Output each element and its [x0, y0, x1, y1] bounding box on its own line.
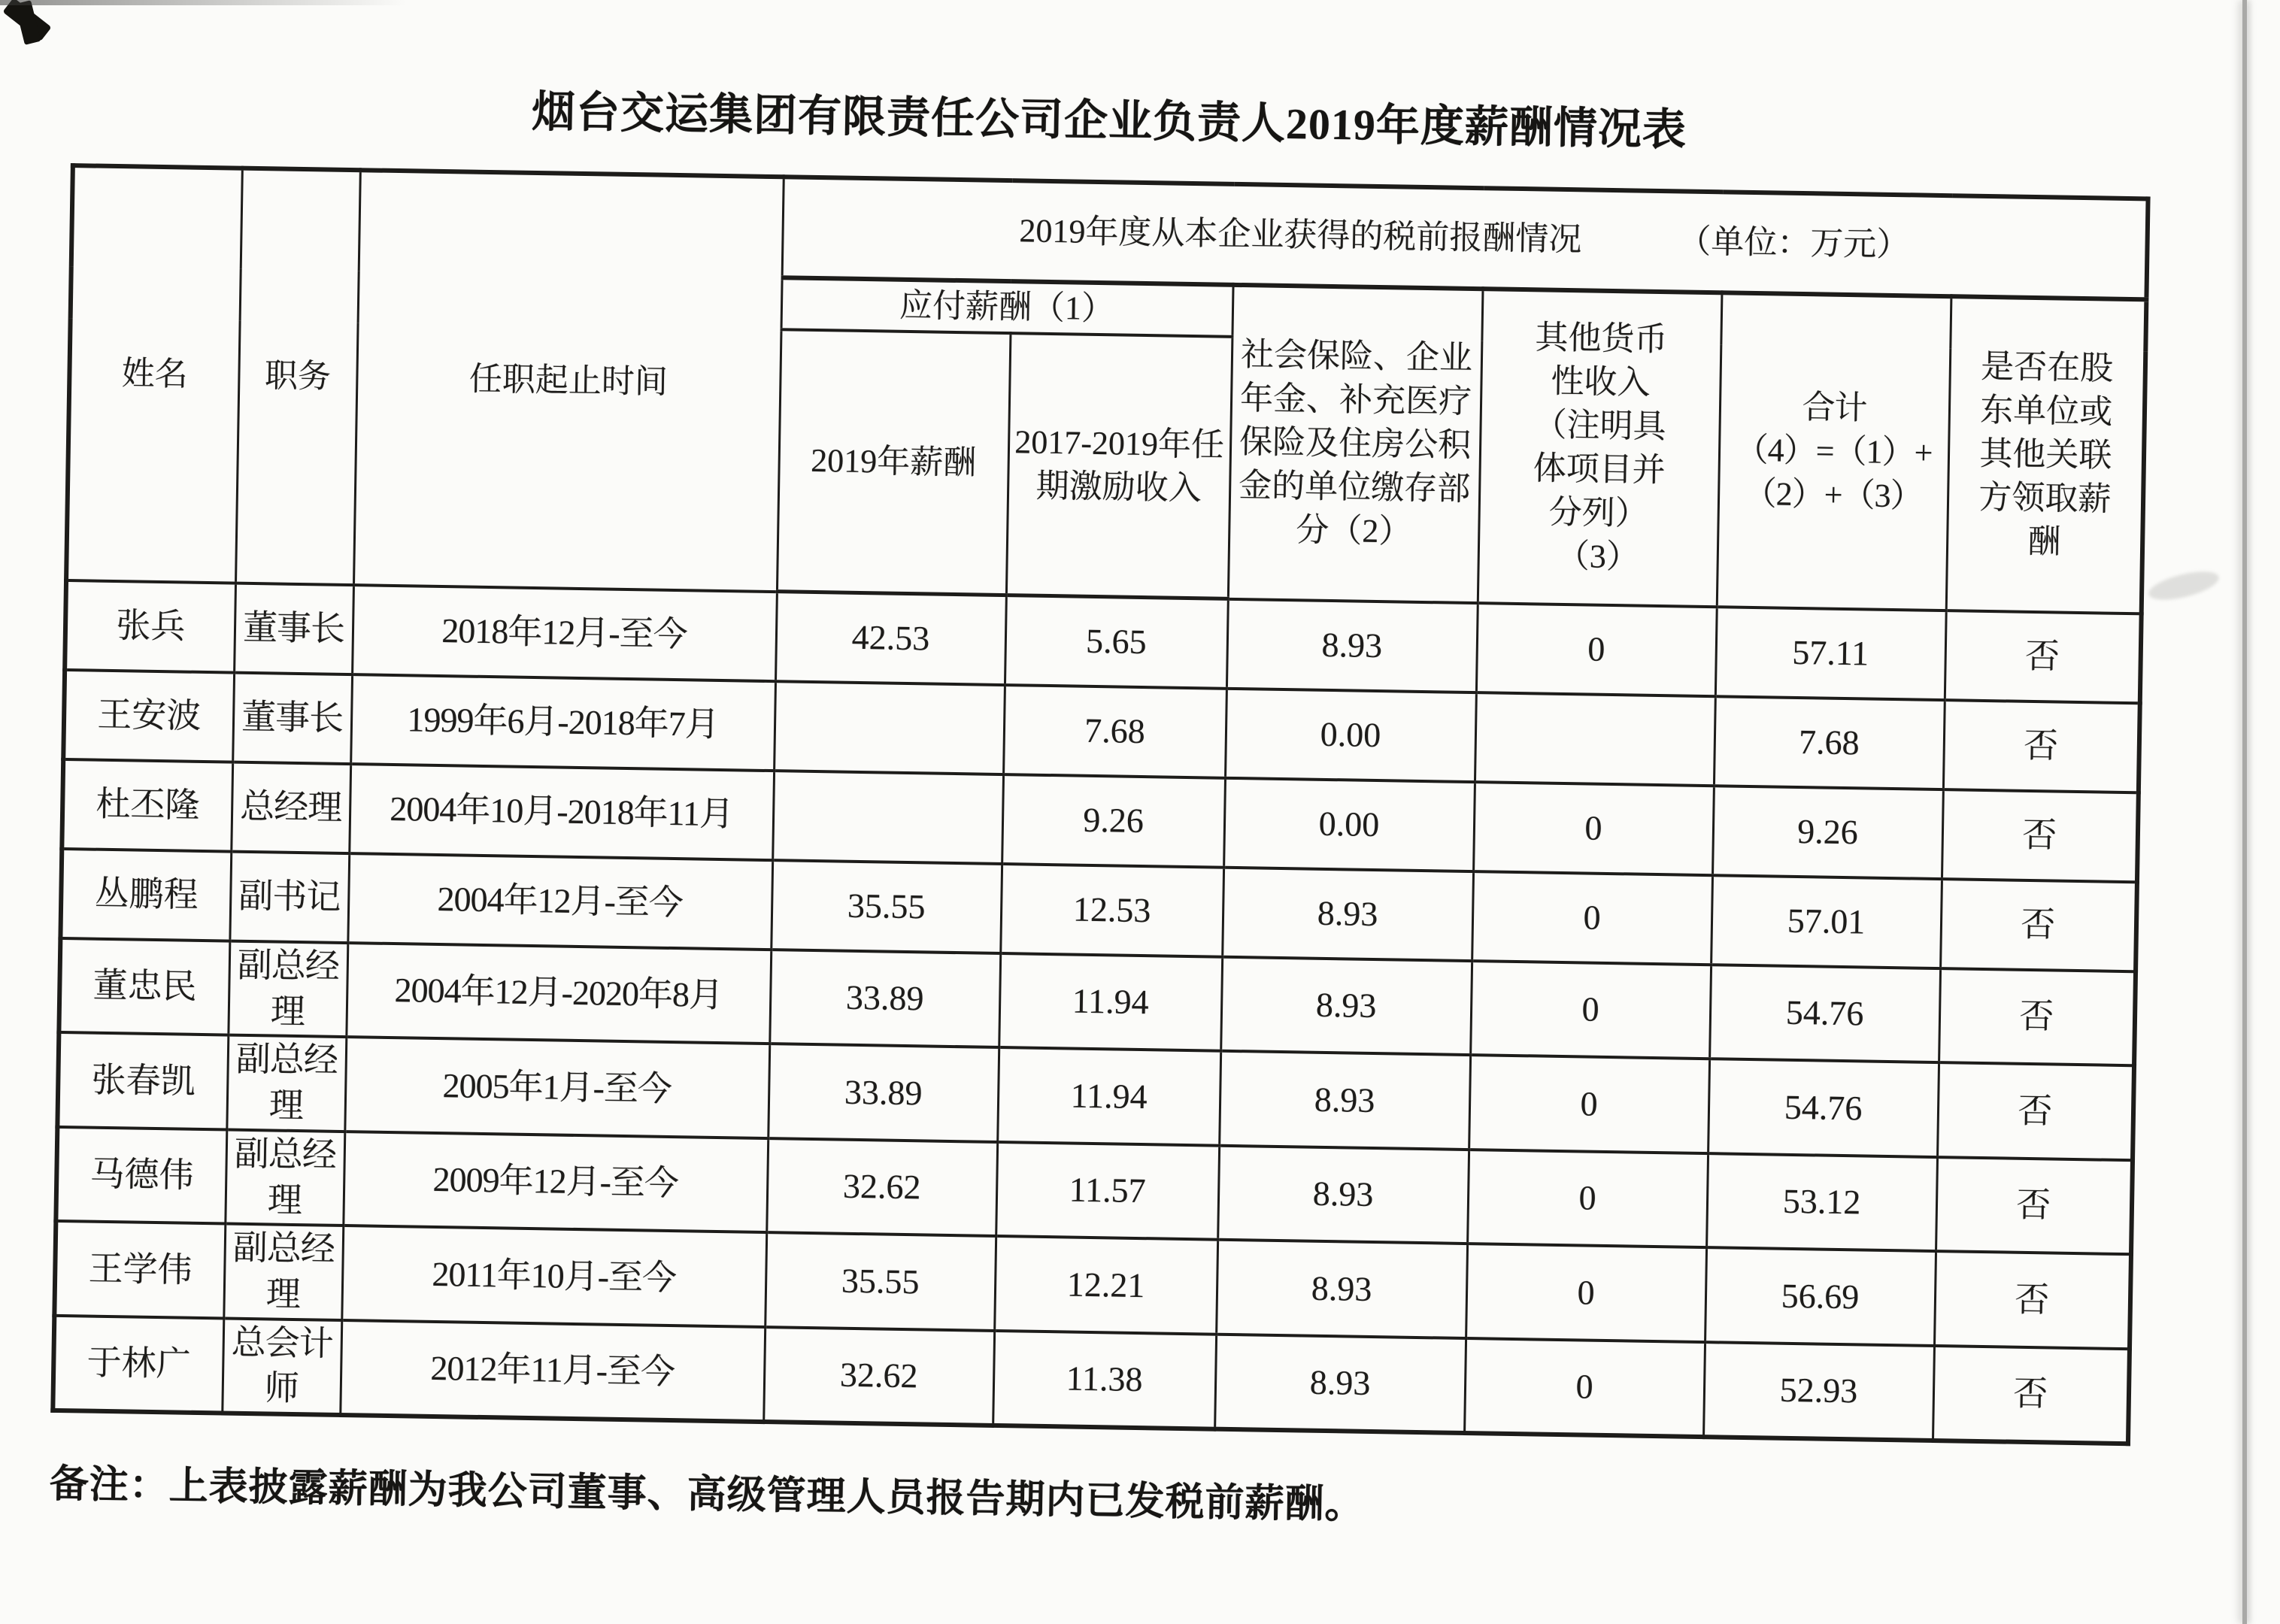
- cell-incentive: 5.65: [1005, 595, 1228, 689]
- cell-related-party: 否: [1933, 1346, 2130, 1444]
- cell-term: 2004年12月-至今: [347, 853, 772, 950]
- header-pretax-label: 2019年度从本企业获得的税前报酬情况: [1019, 212, 1582, 259]
- header-term: 任职起止时间: [353, 170, 784, 591]
- cell-social-insurance: 0.00: [1223, 778, 1475, 871]
- cell-salary-2019: 35.55: [771, 860, 1002, 953]
- cell-term: 2011年10月-至今: [341, 1226, 766, 1326]
- header-other-income: 其他货币 性收入 （注明具 体项目并 分列） （3）: [1478, 289, 1722, 607]
- cell-term: 2012年11月-至今: [340, 1320, 765, 1422]
- cell-name: 于林广: [53, 1316, 223, 1413]
- cell-name: 马德伟: [56, 1127, 226, 1224]
- scan-right-shadow: [2242, 0, 2247, 1624]
- scan-edge-shadow: [0, 0, 406, 5]
- cell-position: 总会计师: [222, 1318, 341, 1415]
- cell-social-insurance: 8.93: [1222, 868, 1473, 961]
- cell-salary-2019: 32.62: [763, 1327, 994, 1426]
- salary-table: [50, 163, 2150, 1446]
- header-incentive: 2017-2019年任 期激励收入: [1006, 333, 1232, 598]
- cell-position: 副书记: [229, 852, 349, 944]
- cell-salary-2019: [774, 681, 1005, 774]
- cell-name: 丛鹏程: [60, 849, 231, 941]
- cell-total: 9.26: [1712, 786, 1943, 879]
- document-page: [49, 68, 2147, 1541]
- cell-total: 52.93: [1703, 1342, 1934, 1441]
- header-salary-2019: 2019年薪酬: [777, 329, 1011, 595]
- cell-other-income: 0: [1469, 1056, 1709, 1154]
- cell-name: 张兵: [65, 580, 235, 673]
- cell-incentive: 11.94: [997, 1047, 1220, 1145]
- cell-other-income: 0: [1466, 1244, 1706, 1342]
- header-total: 合计 （4）=（1）+ （2）+（3）: [1717, 292, 1951, 610]
- cell-salary-2019: 42.53: [775, 592, 1006, 685]
- cell-name: 董忠民: [59, 938, 229, 1035]
- cell-term: 2018年12月-至今: [352, 585, 777, 682]
- cell-name: 王安波: [63, 670, 234, 762]
- cell-other-income: 0: [1472, 871, 1712, 965]
- cell-other-income: 0: [1473, 782, 1714, 875]
- cell-name: 王学伟: [54, 1221, 225, 1318]
- cell-social-insurance: 8.93: [1217, 1146, 1469, 1244]
- cell-social-insurance: 8.93: [1226, 598, 1478, 692]
- cell-position: 副总经理: [225, 1129, 344, 1226]
- cell-related-party: 否: [1934, 1251, 2131, 1349]
- cell-related-party: 否: [1945, 611, 2142, 704]
- cell-other-income: 0: [1476, 603, 1717, 697]
- cell-social-insurance: 8.93: [1219, 1051, 1470, 1150]
- cell-total: 53.12: [1706, 1153, 1937, 1251]
- cell-name: 杜丕隆: [62, 759, 232, 852]
- cell-incentive: 7.68: [1003, 685, 1226, 778]
- cell-salary-2019: 33.89: [769, 950, 1000, 1047]
- cell-incentive: 11.38: [993, 1331, 1216, 1429]
- cell-related-party: 否: [1940, 879, 2137, 971]
- cell-total: 54.76: [1708, 1059, 1939, 1157]
- header-name: 姓名: [66, 165, 242, 583]
- salary-table-body: [53, 165, 2148, 1444]
- header-position: 职务: [235, 168, 360, 585]
- cell-incentive: 12.21: [994, 1236, 1217, 1334]
- cell-related-party: 否: [1943, 700, 2140, 792]
- cell-term: 1999年6月-2018年7月: [350, 674, 775, 771]
- cell-related-party: 否: [1936, 1157, 2133, 1255]
- cell-total: 56.69: [1705, 1247, 1936, 1345]
- header-unit-label: （单位：万元）: [1677, 223, 1910, 264]
- cell-term: 2005年1月-至今: [344, 1037, 769, 1138]
- cell-term: 2004年10月-2018年11月: [349, 764, 774, 860]
- cell-other-income: 0: [1470, 961, 1711, 1059]
- cell-salary-2019: 35.55: [765, 1232, 996, 1330]
- cell-related-party: 否: [1942, 789, 2139, 882]
- header-related-party: 是否在股 东单位或 其他关联 方领取薪 酬: [1946, 296, 2147, 614]
- cell-total: 7.68: [1714, 696, 1945, 789]
- cell-salary-2019: 33.89: [768, 1044, 999, 1142]
- page-title: 烟台交运集团有限责任公司企业负责人2019年度薪酬情况表: [531, 86, 1687, 155]
- cell-incentive: 11.57: [996, 1142, 1219, 1240]
- cell-total: 57.01: [1711, 875, 1942, 968]
- header-payable-group: 应付薪酬（1）: [781, 277, 1233, 337]
- cell-position: 副总经理: [226, 1035, 346, 1132]
- cell-incentive: 12.53: [1000, 864, 1223, 957]
- cell-social-insurance: 8.93: [1216, 1240, 1467, 1338]
- cell-term: 2004年12月-2020年8月: [346, 943, 771, 1044]
- cell-incentive: 11.94: [999, 953, 1222, 1051]
- cell-term: 2009年12月-至今: [343, 1132, 768, 1232]
- cell-position: 董事长: [232, 673, 352, 765]
- cell-total: 57.11: [1715, 607, 1946, 700]
- cell-position: 副总经理: [223, 1224, 343, 1320]
- cell-name: 张春凯: [57, 1032, 228, 1129]
- cell-position: 总经理: [231, 762, 350, 854]
- cell-related-party: 否: [1937, 1063, 2134, 1161]
- cell-total: 54.76: [1709, 965, 1940, 1062]
- cell-related-party: 否: [1939, 968, 2136, 1066]
- scan-smudge: [2146, 566, 2221, 605]
- cell-other-income: 0: [1467, 1150, 1708, 1248]
- cell-position: 董事长: [234, 583, 353, 674]
- cell-social-insurance: 8.93: [1214, 1334, 1466, 1433]
- cell-other-income: 0: [1464, 1338, 1705, 1438]
- cell-salary-2019: [772, 771, 1003, 864]
- cell-incentive: 9.26: [1002, 774, 1225, 868]
- cell-position: 副总经理: [228, 941, 347, 1038]
- header-social-insurance: 社会保险、企业 年金、补充医疗 保险及住房公积 金的单位缴存部 分（2）: [1228, 285, 1483, 603]
- header-row-group: [71, 165, 2148, 299]
- cell-salary-2019: 32.62: [766, 1138, 997, 1236]
- footnote: 备注：上表披露薪酬为我公司董事、高级管理人员报告期内已发税前薪酬。: [49, 1462, 1365, 1528]
- cell-social-insurance: 0.00: [1225, 689, 1476, 782]
- cell-social-insurance: 8.93: [1220, 957, 1472, 1056]
- cell-other-income: [1475, 692, 1715, 786]
